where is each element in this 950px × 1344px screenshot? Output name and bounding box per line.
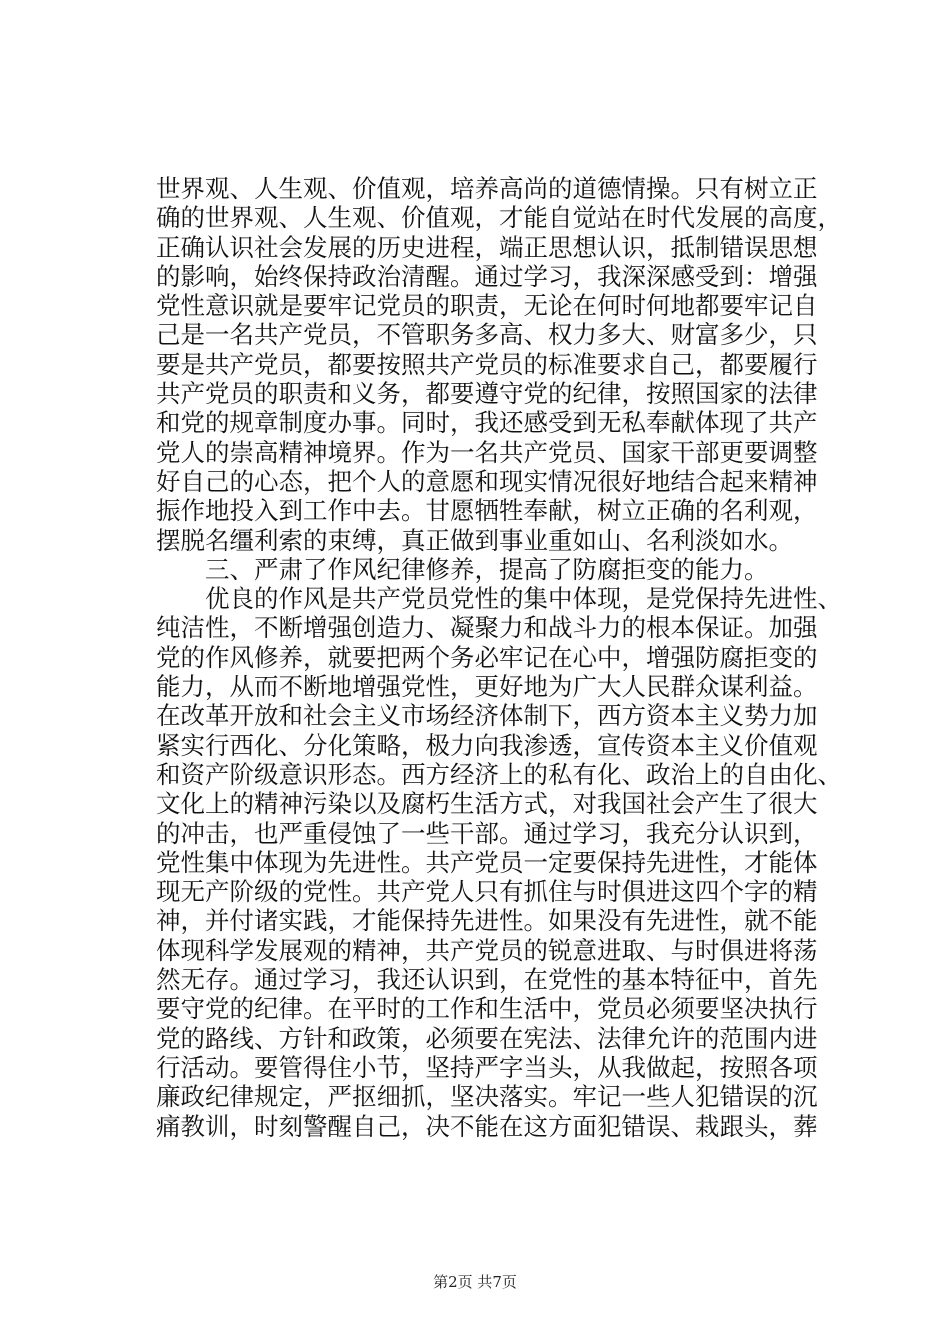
text-line: 现无产阶级的党性。共产党人只有抓住与时俱进这四个字的精: [156, 877, 818, 907]
text-line: 文化上的精神污染以及腐朽生活方式，对我国社会产生了很大: [156, 789, 818, 819]
text-line: 党性集中体现为先进性。共产党员一定要保持先进性，才能体: [156, 847, 818, 877]
text-line: 共产党员的职责和义务，都要遵守党的纪律，按照国家的法律: [156, 379, 818, 409]
text-line: 党的路线、方针和政策，必须要在宪法、法律允许的范围内进: [156, 1023, 818, 1053]
text-line: 党的作风修养，就要把两个务必牢记在心中，增强防腐拒变的: [156, 642, 818, 672]
text-line: 痛教训，时刻警醒自己，决不能在这方面犯错误、栽跟头，葬: [156, 1111, 818, 1141]
text-line: 行活动。要管得住小节，坚持严字当头，从我做起，按照各项: [156, 1052, 818, 1082]
text-line: 体现科学发展观的精神，共产党员的锐意进取、与时俱进将荡: [156, 935, 818, 965]
body-text: [156, 174, 842, 1141]
text-line: 的冲击，也严重侵蚀了一些干部。通过学习，我充分认识到，: [156, 818, 818, 848]
text-line: 振作地投入到工作中去。甘愿牺牲奉献，树立正确的名利观，: [156, 496, 818, 526]
text-line: 和党的规章制度办事。同时，我还感受到无私奉献体现了共产: [156, 408, 818, 438]
text-line: 要守党的纪律。在平时的工作和生活中，党员必须要坚决执行: [156, 994, 818, 1024]
text-line: 世界观、人生观、价值观，培养高尚的道德情操。只有树立正: [156, 174, 818, 203]
text-line: 然无存。通过学习，我还认识到，在党性的基本特征中，首先: [156, 965, 818, 995]
text-line: 三、严肃了作风纪律修养，提高了防腐拒变的能力。: [156, 554, 769, 584]
text-line: 正确认识社会发展的历史进程，端正思想认识，抵制错误思想: [156, 232, 818, 262]
text-line: 的影响，始终保持政治清醒。通过学习，我深深感受到：增强: [156, 261, 818, 291]
text-line: 在改革开放和社会主义市场经济体制下，西方资本主义势力加: [156, 701, 818, 731]
text-line: 和资产阶级意识形态。西方经济上的私有化、政治上的自由化、: [156, 759, 842, 789]
text-line: 神，并付诸实践，才能保持先进性。如果没有先进性，就不能: [156, 906, 818, 936]
text-line: 己是一名共产党员，不管职务多高、权力多大、财富多少，只: [156, 320, 818, 350]
text-line: 党人的崇高精神境界。作为一名共产党员、国家干部更要调整: [156, 437, 818, 467]
text-line: 要是共产党员，都要按照共产党员的标准要求自己，都要履行: [156, 349, 818, 379]
text-line: 摆脱名缰利索的束缚，真正做到事业重如山、名利淡如水。: [156, 525, 793, 555]
text-line: 党性意识就是要牢记党员的职责，无论在何时何地都要牢记自: [156, 291, 818, 321]
page-footer: 第2页 共7页: [433, 1273, 517, 1291]
text-line: 能力，从而不断地增强党性，更好地为广大人民群众谋利益。: [156, 672, 818, 702]
text-line: 紧实行西化、分化策略，极力向我渗透，宣传资本主义价值观: [156, 730, 818, 760]
text-line: 好自己的心态，把个人的意愿和现实情况很好地结合起来精神: [156, 466, 818, 496]
text-line: 廉政纪律规定，严抠细抓，坚决落实。牢记一些人犯错误的沉: [156, 1082, 818, 1112]
text-line: 纯洁性，不断增强创造力、凝聚力和战斗力的根本保证。加强: [156, 613, 818, 643]
text-line: 确的世界观、人生观、价值观，才能自觉站在时代发展的高度，: [156, 203, 842, 233]
text-line: 优良的作风是共产党员党性的集中体现，是党保持先进性、: [156, 584, 842, 614]
